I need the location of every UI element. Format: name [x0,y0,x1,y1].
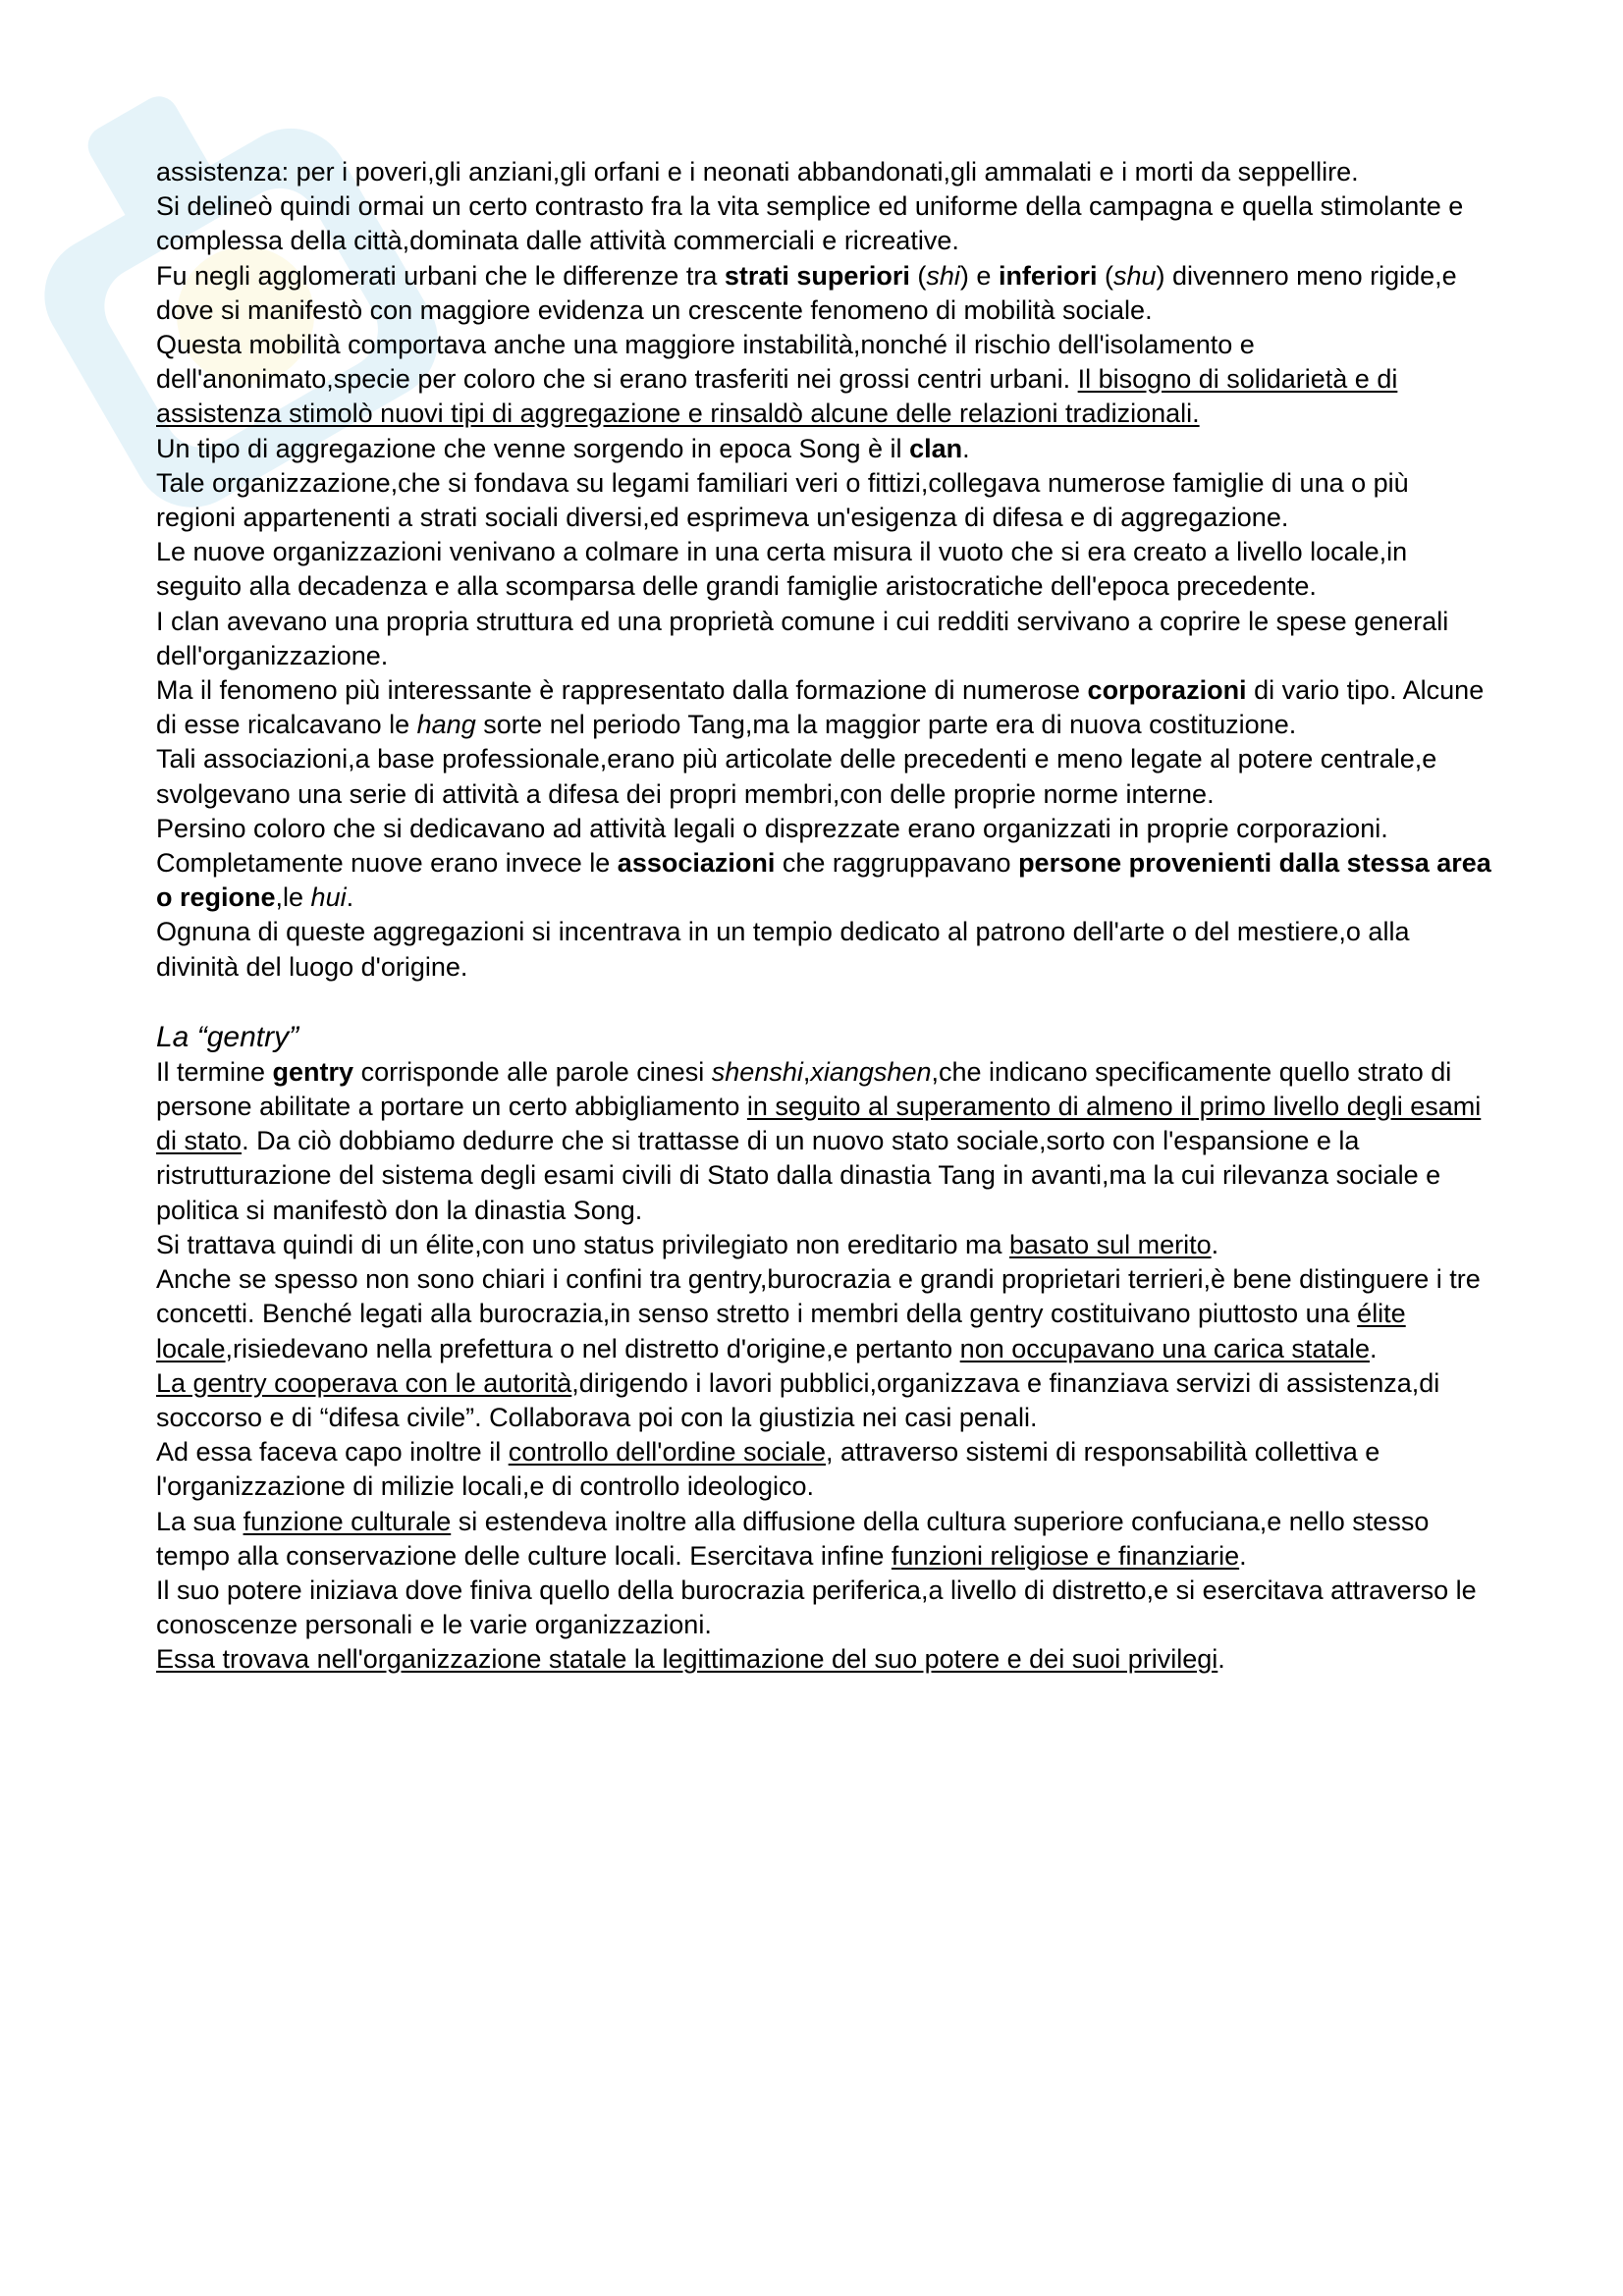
paragraph [156,259,1491,328]
paragraph [156,1505,1491,1574]
underlined-text: élite locale [156,1299,1406,1363]
text-run: ,le [275,882,311,913]
underlined-text: Il bisogno di solidarietà e di assistenza stimolò nuovi tipi di aggregazione e rinsaldò alcune delle relazioni tradizionali. [156,364,1398,429]
text-run: ( [909,260,927,291]
italic-term: shenshi [711,1056,803,1087]
paragraph [156,432,1491,466]
bold-text: corporazioni [1087,675,1247,706]
bold-text: associazioni [617,848,776,879]
paragraph [156,1642,1491,1677]
text-run: si estendeva inoltre alla diffusione della cultura superiore confuciana,e nello stesso tempo alla conservazione delle culture locali. Esercitava infine [156,1506,1430,1571]
paragraph [156,1262,1491,1366]
italic-term: shu [1112,260,1157,291]
text-run: . Da ciò dobbiamo dedurre che si trattasse di un nuovo stato sociale,sorto con l'espansione e la ristrutturazione del sistema degli esami civili di Stato dalla dinastia Tang in avanti,ma la cui rilevanza sociale e politica si manifestò don la dinastia Song. [156,1126,1441,1225]
text-run: Un tipo di aggregazione che venne sorgendo in epoca Song è il [156,433,910,463]
text-run: . [962,433,970,463]
paragraph: Ognuna di queste aggregazioni si incentrava in un tempio dedicato al patrono dell'arte o del mestiere,o alla divinità del luogo d'origine. [156,917,1410,982]
text-run: ( [1097,260,1113,291]
italic-term: xiangshen [810,1056,932,1087]
text-run: Ad essa faceva capo inoltre il [156,1437,509,1468]
bold-text: strati superiori [724,260,910,291]
text-run: Questa mobilità comportava anche una maggiore instabilità,nonché il rischio dell'isolamento e dell'anonimato,specie per coloro che si erano trasferiti nei grossi centri urbani. [156,330,1255,395]
underlined-text: funzione culturale [243,1506,452,1536]
underlined-text: basato sul merito [1009,1229,1212,1259]
paragraph [156,1366,1491,1435]
bold-text: clan [909,433,963,463]
document-section-associations [156,155,1491,985]
text-run: . [1369,1333,1378,1363]
text-run: ) e [959,260,999,291]
text-run: corrisponde alle parole cinesi [353,1056,712,1087]
paragraph [156,328,1491,432]
paragraph: Il suo potere iniziava dove finiva quello della burocrazia periferica,a livello di distretto,e si esercitava attraverso le conoscenze personali e le varie organizzazioni. [156,1575,1477,1640]
underlined-text: non occupavano una carica statale [959,1333,1370,1363]
paragraph [156,1435,1491,1504]
text-run: Fu negli agglomerati urbani che le differenze tra [156,260,725,291]
text-run: . [346,882,354,913]
paragraph: Si delineò quindi ormai un certo contrasto fra la vita semplice ed uniforme della campagna e quella stimolante e complessa della città,dominata dalle attività commerciali e ricreative. [156,191,1464,256]
underlined-text: in seguito al superamento di almeno il primo livello degli esami di stato [156,1092,1482,1156]
paragraph [156,1228,1491,1262]
text-run: di vario tipo. Alcune di esse ricalcavano le [156,675,1485,740]
underlined-text: La gentry cooperava con le autorità [156,1367,572,1398]
text-run: Il termine [156,1056,273,1087]
italic-term: shi [926,260,960,291]
bold-text: inferiori [998,260,1098,291]
text-run: . [1211,1229,1219,1259]
text-run: La sua [156,1506,243,1536]
document-page [156,155,1491,1678]
bold-text: gentry [272,1056,354,1087]
text-run: Si trattava quindi di un élite,con uno status privilegiato non ereditario ma [156,1229,1010,1259]
paragraph [156,673,1491,742]
paragraph [156,846,1491,915]
paragraph: Le nuove organizzazioni venivano a colmare in una certa misura il vuoto che si era creato a livello locale,in seguito alla decadenza e alla scomparsa delle grandi famiglie aristocratiche dell'epoca precedente. [156,537,1408,602]
paragraph: Tali associazioni,a base professionale,erano più articolate delle precedenti e meno legate al potere centrale,e svolgevano una serie di attività a difesa dei propri membri,con delle proprie norme interne. [156,744,1437,809]
paragraph: I clan avevano una propria struttura ed una proprietà comune i cui redditi servivano a coprire le spese generali dell'organizzazione. [156,606,1449,670]
text-run: Ma il fenomeno più interessante è rappresentato dalla formazione di numerose [156,675,1088,706]
text-run: ,risiedevano nella prefettura o nel distretto d'origine,e pertanto [225,1333,960,1363]
text-run: . [1239,1540,1247,1571]
text-run: Anche se spesso non sono chiari i confini tra gentry,burocrazia e grandi proprietari terrieri,è bene distinguere i tre concetti. Benché legati alla burocrazia,in senso stretto i membri della gentry costituivano piuttosto una [156,1264,1481,1329]
text-run: ) divennero meno rigide,e dove si manifestò con maggiore evidenza un crescente fenomeno di mobilità sociale. [156,260,1457,325]
text-run: , attraverso sistemi di responsabilità collettiva e l'organizzazione di milizie locali,e di controllo ideologico. [156,1437,1380,1502]
section-heading: La “gentry” [156,1020,299,1053]
text-run: ,che indicano specificamente quello strato di persone abilitate a portare un certo abbigliamento [156,1056,1452,1122]
text-run: sorte nel periodo Tang,ma la maggior parte era di nuova costituzione. [475,710,1297,740]
underlined-text: Essa trovava nell'organizzazione statale la legittimazione del suo potere e dei suoi privilegi [156,1644,1218,1675]
paragraph: Persino coloro che si dedicavano ad attività legali o disprezzate erano organizzati in proprie corporazioni. [156,813,1388,843]
underlined-text: funzioni religiose e finanziarie [891,1540,1240,1571]
text-run: Completamente nuove erano invece le [156,848,618,879]
italic-term: hui [310,882,347,913]
underlined-text: controllo dell'ordine sociale [508,1437,827,1468]
paragraph: Tale organizzazione,che si fondava su legami familiari veri o fittizi,collegava numerose famiglie di una o più regioni appartenenti a strati sociali diversi,ed esprimeva un'esigenza di difesa e di aggregazione. [156,467,1409,533]
text-run: che raggruppavano [775,848,1019,879]
paragraph: assistenza: per i poveri,gli anziani,gli orfani e i neonati abbandonati,gli ammalati e i morti da seppellire. [156,157,1359,187]
text-run: . [1217,1644,1225,1675]
text-run: , [802,1056,811,1087]
document-section-gentry [156,1055,1491,1678]
bold-text: persone provenienti dalla stessa area o regione [156,848,1491,913]
text-run: ,dirigendo i lavori pubblici,organizzava e finanziava servizi di assistenza,di soccorso e di “difesa civile”. Collaborava poi con la giustizia nei casi penali. [156,1367,1440,1432]
paragraph [156,1055,1491,1228]
italic-term: hang [416,710,476,740]
